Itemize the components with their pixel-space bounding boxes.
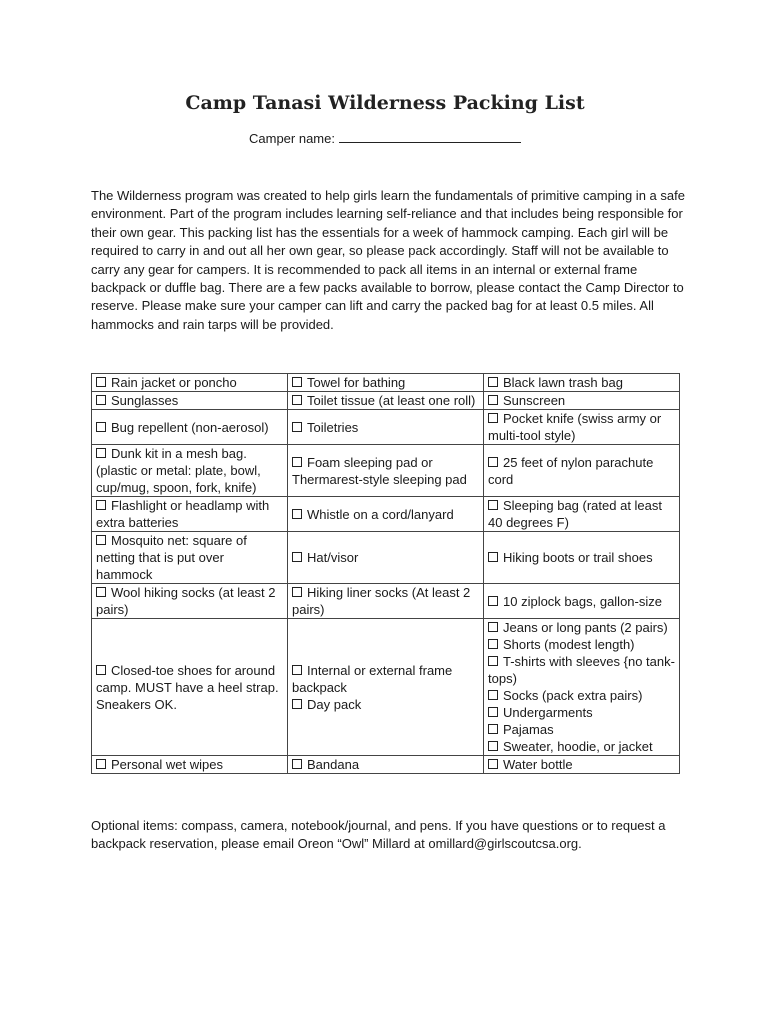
checklist-item-label: Hiking liner socks (At least 2 pairs) [292, 585, 471, 617]
checkbox-icon[interactable] [488, 622, 498, 632]
table-cell [92, 497, 288, 532]
checkbox-icon[interactable] [488, 552, 498, 562]
packing-table-body [92, 374, 680, 774]
checklist-item [96, 756, 283, 773]
checkbox-icon[interactable] [488, 724, 498, 734]
checklist-item-label: Personal wet wipes [111, 757, 223, 772]
checklist-item-label: Whistle on a cord/lanyard [307, 506, 454, 522]
table-cell [92, 532, 288, 584]
checkbox-icon[interactable] [96, 759, 106, 769]
checkbox-icon[interactable] [488, 656, 498, 666]
checklist-item [292, 392, 479, 409]
checkbox-icon[interactable] [292, 587, 302, 597]
checkbox-icon[interactable] [96, 422, 106, 432]
table-cell [92, 756, 288, 774]
checklist-item [96, 419, 283, 436]
checkbox-icon[interactable] [488, 377, 498, 387]
checklist-item-label: Shorts (modest length) [503, 637, 635, 652]
checklist-item-label: Socks (pack extra pairs) [503, 688, 643, 703]
checklist-item [292, 374, 479, 391]
page-title: Camp Tanasi Wilderness Packing List [185, 92, 585, 114]
checklist-item [292, 696, 479, 713]
checklist-item-label: Rain jacket or poncho [111, 375, 237, 390]
table-cell [92, 410, 288, 445]
table-cell [92, 374, 288, 392]
checklist-item [488, 410, 675, 444]
checklist-item-label: Bandana [307, 757, 360, 772]
checklist-item-label: Wool hiking socks (at least 2 pairs) [96, 585, 276, 617]
checklist-item [488, 497, 675, 531]
checklist-item-label: Internal or external frame backpack [292, 662, 453, 695]
checklist-item-label: 25 feet of nylon parachute cord [488, 454, 654, 487]
table-cell [484, 497, 680, 532]
camper-name-line [0, 131, 770, 146]
checkbox-icon[interactable] [96, 500, 106, 510]
table-row [92, 756, 680, 774]
camper-name-blank [339, 132, 521, 143]
checklist-item [488, 756, 675, 773]
checklist-item-label: Sleeping bag (rated at least 40 degrees F) [488, 498, 662, 530]
camper-name-label: Camper name: [249, 131, 335, 146]
checkbox-icon[interactable] [488, 690, 498, 700]
checklist-item [96, 584, 283, 618]
checklist-item [292, 549, 479, 566]
table-cell [92, 619, 288, 756]
table-cell [484, 445, 680, 497]
checklist-item-label: Dunk kit in a mesh bag. (plastic or metal: plate, bowl, cup/mug, spoon, fork, knife) [96, 446, 261, 495]
checklist-item [488, 721, 675, 738]
table-cell [288, 532, 484, 584]
table-cell [484, 410, 680, 445]
table-cell [288, 756, 484, 774]
table-cell [484, 532, 680, 584]
table-cell [288, 410, 484, 445]
table-cell [288, 497, 484, 532]
checklist-item-label: Toiletries [307, 419, 359, 435]
checkbox-icon[interactable] [488, 500, 498, 510]
checkbox-icon[interactable] [292, 377, 302, 387]
checklist-item-label: Hiking boots or trail shoes [503, 550, 653, 565]
table-row [92, 497, 680, 532]
checkbox-icon[interactable] [96, 665, 106, 675]
table-row [92, 445, 680, 497]
checkbox-icon[interactable] [292, 395, 302, 405]
checklist-item [292, 662, 479, 696]
checklist-item-label: Day pack [307, 696, 362, 712]
checkbox-icon[interactable] [488, 639, 498, 649]
table-cell [92, 584, 288, 619]
checklist-item-label: Sunscreen [503, 393, 566, 408]
table-cell [484, 619, 680, 756]
checklist-item-label: Mosquito net: square of netting that is put over hammock [96, 533, 247, 582]
checklist-item [488, 549, 675, 566]
table-row [92, 410, 680, 445]
checkbox-icon[interactable] [292, 699, 302, 709]
table-cell [288, 584, 484, 619]
table-cell [288, 374, 484, 392]
checklist-item [96, 445, 283, 496]
checkbox-icon[interactable] [96, 448, 106, 458]
checklist-item [96, 532, 283, 583]
checkbox-icon[interactable] [488, 596, 498, 606]
table-cell [288, 619, 484, 756]
checklist-item [488, 593, 675, 610]
checklist-item [96, 374, 283, 391]
checklist-item-label: Bug repellent (non-aerosol) [111, 419, 269, 435]
checklist-item [488, 738, 675, 755]
checklist-item-label: Jeans or long pants (2 pairs) [503, 620, 668, 635]
checklist-item [96, 662, 283, 713]
table-cell [484, 374, 680, 392]
checkbox-icon[interactable] [488, 457, 498, 467]
checklist-item [488, 619, 675, 636]
checkbox-icon[interactable] [96, 395, 106, 405]
checklist-item-label: Flashlight or headlamp with extra batteries [96, 498, 270, 530]
checklist-item [488, 653, 675, 687]
checklist-item [292, 454, 479, 488]
table-cell [484, 584, 680, 619]
checkbox-icon[interactable] [96, 535, 106, 545]
checklist-item [488, 687, 675, 704]
table-row [92, 374, 680, 392]
checklist-item-label: Sweater, hoodie, or jacket [503, 739, 653, 754]
checklist-item [488, 636, 675, 653]
intro-paragraph: The Wilderness program was created to help girls learn the fundamentals of primitive camping in a safe environment. Part of the program includes learning self-reliance and that includes being responsible for their own gear. This packing list has the essentials for a week of hammock camping. Each girl will be required to carry in and out all her own gear, so please pack accordingly. Staff will not be available to carry any gear for campers. It is recommended to pack all items in an internal or external frame backpack or duffle bag. There are a few packs available to borrow, please contact the Camp Director to reserve. Please make sure your camper can lift and carry the packed bag for at least 0.5 miles. All hammocks and rain tarps will be provided. [91, 188, 685, 332]
checklist-item [292, 584, 479, 618]
checkbox-icon[interactable] [292, 552, 302, 562]
checkbox-icon[interactable] [292, 422, 302, 432]
table-row [92, 584, 680, 619]
checklist-item-label: Water bottle [503, 757, 573, 772]
checklist-item [96, 497, 283, 531]
checkbox-icon[interactable] [488, 759, 498, 769]
checklist-item-label: Undergarments [503, 705, 593, 720]
checklist-item-label: Sunglasses [111, 393, 179, 408]
table-cell [288, 445, 484, 497]
table-cell [288, 392, 484, 410]
checklist-item-label: Towel for bathing [307, 375, 406, 390]
checklist-item-label: Toilet tissue (at least one roll) [307, 393, 476, 408]
checklist-item-label: Black lawn trash bag [503, 375, 623, 390]
checklist-item-label: Hat/visor [307, 550, 359, 565]
table-row [92, 392, 680, 410]
checklist-item-label: Closed-toe shoes for around camp. MUST have a heel strap. Sneakers OK. [96, 662, 279, 712]
checklist-item-label: Foam sleeping pad or Thermarest-style sleeping pad [292, 454, 467, 487]
checklist-item [96, 392, 283, 409]
checkbox-icon[interactable] [292, 665, 302, 675]
checkbox-icon[interactable] [96, 587, 106, 597]
checkbox-icon[interactable] [488, 741, 498, 751]
table-cell [484, 756, 680, 774]
checklist-item [488, 454, 675, 488]
checkbox-icon[interactable] [488, 395, 498, 405]
table-row [92, 619, 680, 756]
checklist-item [488, 374, 675, 391]
checkbox-icon[interactable] [488, 707, 498, 717]
checklist-item [488, 392, 675, 409]
checklist-item-label: Pajamas [503, 722, 554, 737]
checkbox-icon[interactable] [292, 509, 302, 519]
checkbox-icon[interactable] [96, 377, 106, 387]
checklist-item [292, 419, 479, 436]
table-row [92, 532, 680, 584]
table-cell [484, 392, 680, 410]
checklist-item [292, 756, 479, 773]
checklist-item [488, 704, 675, 721]
checklist-item-label: Pocket knife (swiss army or multi-tool style) [488, 411, 662, 443]
packing-table [91, 373, 680, 774]
table-cell [92, 445, 288, 497]
table-cell [92, 392, 288, 410]
checkbox-icon[interactable] [292, 759, 302, 769]
checklist-item-label: T-shirts with sleeves {no tank-tops) [488, 654, 675, 686]
checklist-item [292, 506, 479, 523]
checkbox-icon[interactable] [292, 457, 302, 467]
optional-items-note: Optional items: compass, camera, notebook/journal, and pens. If you have questions or to request a backpack reservation, please email Oreon “Owl” Millard at omillard@girlscoutcsa.org. [91, 818, 666, 852]
checkbox-icon[interactable] [488, 413, 498, 423]
checklist-item-label: 10 ziplock bags, gallon-size [503, 593, 662, 609]
